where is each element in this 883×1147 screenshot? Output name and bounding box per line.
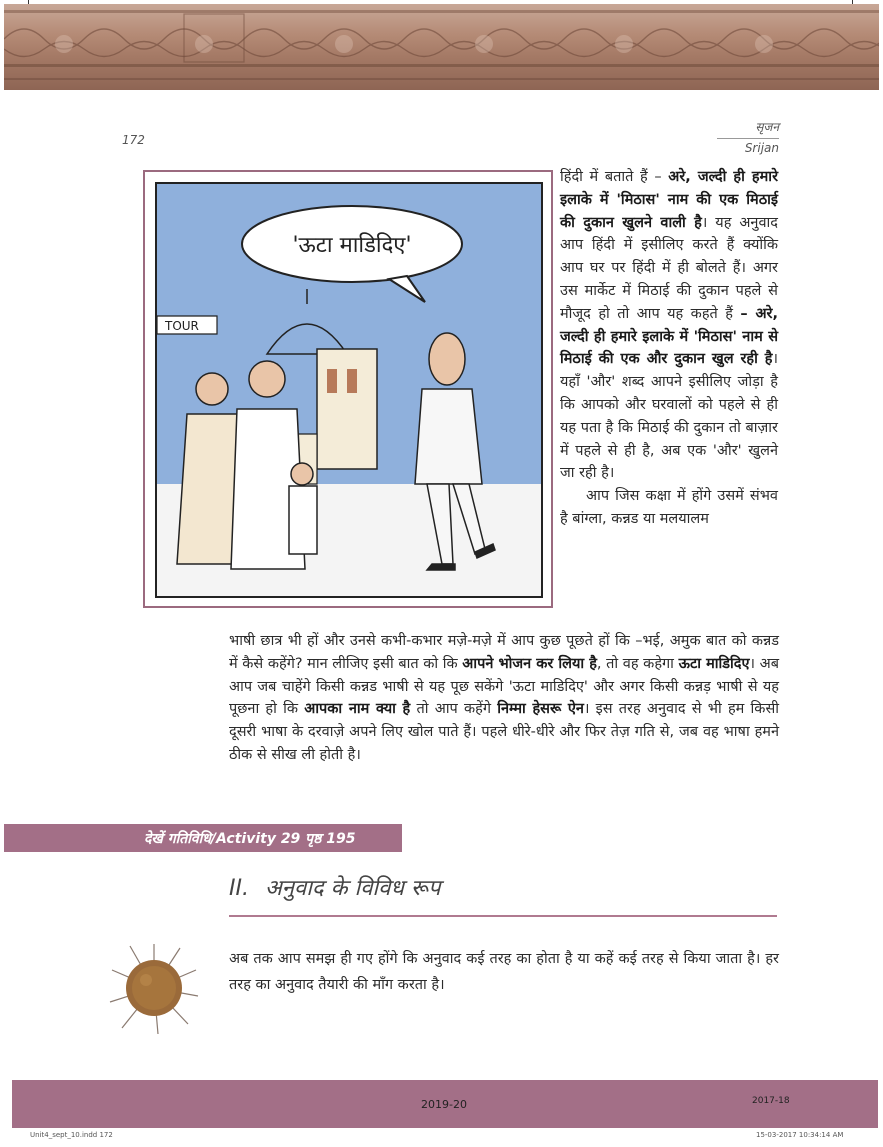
section-heading [229, 872, 440, 902]
running-head [717, 118, 779, 155]
text-run: तो आप कहेंगे [410, 701, 498, 718]
running-head-hindi: सृजन [755, 120, 779, 134]
section-number: II. [229, 876, 249, 901]
running-head-rule [717, 138, 779, 139]
carving-pattern [4, 4, 879, 90]
text-run-bold: आपने भोजन कर लिया है [462, 655, 597, 672]
footer-bar [12, 1080, 878, 1128]
text-run-bold: ऊटा माडिदिए [678, 655, 750, 672]
text-run: , तो वह कहेगा [596, 655, 679, 672]
running-head-english: Srijan [744, 141, 779, 155]
section-rule [229, 915, 777, 917]
column-paragraph-2: आप जिस कक्षा में होंगे उसमें संभव है बांग्ला, कन्नड या मलयालम [560, 488, 778, 527]
text-run: । यहाँ 'और' शब्द आपने इसीलिए जोड़ा है कि आपको और घरवालों को पहले से ही यह पता है कि मिठाई की दुकान तो बाज़ार में पहले से ही है, अब एक 'और' खुलने जा रही है। [560, 351, 778, 482]
activity-bar [4, 824, 402, 852]
intro-paragraph: अब तक आप समझ ही गए होंगे कि अनुवाद कई तरह का होता है या कहें कई तरह से किया जाता है। हर तरह का अनुवाद तैयारी की माँग करता है। [229, 951, 779, 993]
page-number: 172 [122, 133, 145, 147]
text-run-bold: अरे, जल्दी ही हमारे इलाके में 'मिठास' नाम की एक मिठाई की दुकान खुलने वाली है [560, 169, 778, 231]
footer-year: 2019-20 [421, 1098, 467, 1111]
text-run-bold: आपका नाम क्या है [304, 701, 411, 718]
sun-ornament-icon [108, 940, 200, 1036]
text-run: । इस तरह अनुवाद से भी हम किसी दूसरी भाषा के दरवाज़े अपने लिए खोल पाते हैं। पहले धीरे-धीरे और फिर तेज़ गति से, जब वह भाषा हमने ठीक से सीख ली होती है। [229, 701, 780, 763]
text-run-bold: – अरे, जल्दी ही हमारे इलाके में 'मिठास' नाम से मिठाई की एक और दुकान खुल रही है [560, 305, 778, 368]
section-title: अनुवाद के विविध रूप [264, 876, 441, 901]
full-paragraph [229, 630, 779, 767]
cartoon-illustration [157, 184, 541, 596]
text-run: । यह अनुवाद आप हिंदी में इसीलिए करते हैं क्योंकि आप घर पर हिंदी में ही बोलते हैं। अगर उस मार्केट में मिठाई की दुकान पहले से मौजूद हो तो आप यह कहते हैं [560, 214, 778, 322]
print-slug-right: 15-03-2017 10:34:14 AM [756, 1131, 844, 1139]
text-run: भाषी छात्र भी हों और उनसे कभी-कभार मज़े-मज़े में आप कुछ पूछते हों कि –भई, अमुक बात को कन्नड में कैसे कहेंगे? मान लीजिए इसी बात को कि [229, 633, 779, 672]
decorative-banner [4, 4, 879, 90]
column-paragraph [560, 166, 778, 485]
tour-sign-text: TOUR [165, 319, 199, 333]
cartoon-panel [155, 182, 543, 598]
full-width-text [229, 630, 779, 767]
activity-label: देखें गतिविधि/Activity 29 पृष्ठ 195 [144, 831, 356, 847]
text-run: हिंदी में बताते हैं – [560, 169, 669, 185]
text-run: । अब आप जब चाहेंगे किसी कन्नड भाषी से यह पूछ सकेंगे 'ऊटा माडिदिए' और अगर किसी कन्नड़ भाषी से यह पूछना हो कि [229, 655, 779, 718]
print-slug-left: Unit4_sept_10.indd 172 [30, 1131, 113, 1139]
cartoon-frame [143, 170, 553, 608]
text-run-bold: निम्मा हेसरू ऐन [497, 701, 584, 718]
speech-text: 'ऊटा माडिदिए' [292, 233, 412, 258]
footer-year-small: 2017-18 [752, 1096, 790, 1106]
column-text [560, 166, 778, 531]
